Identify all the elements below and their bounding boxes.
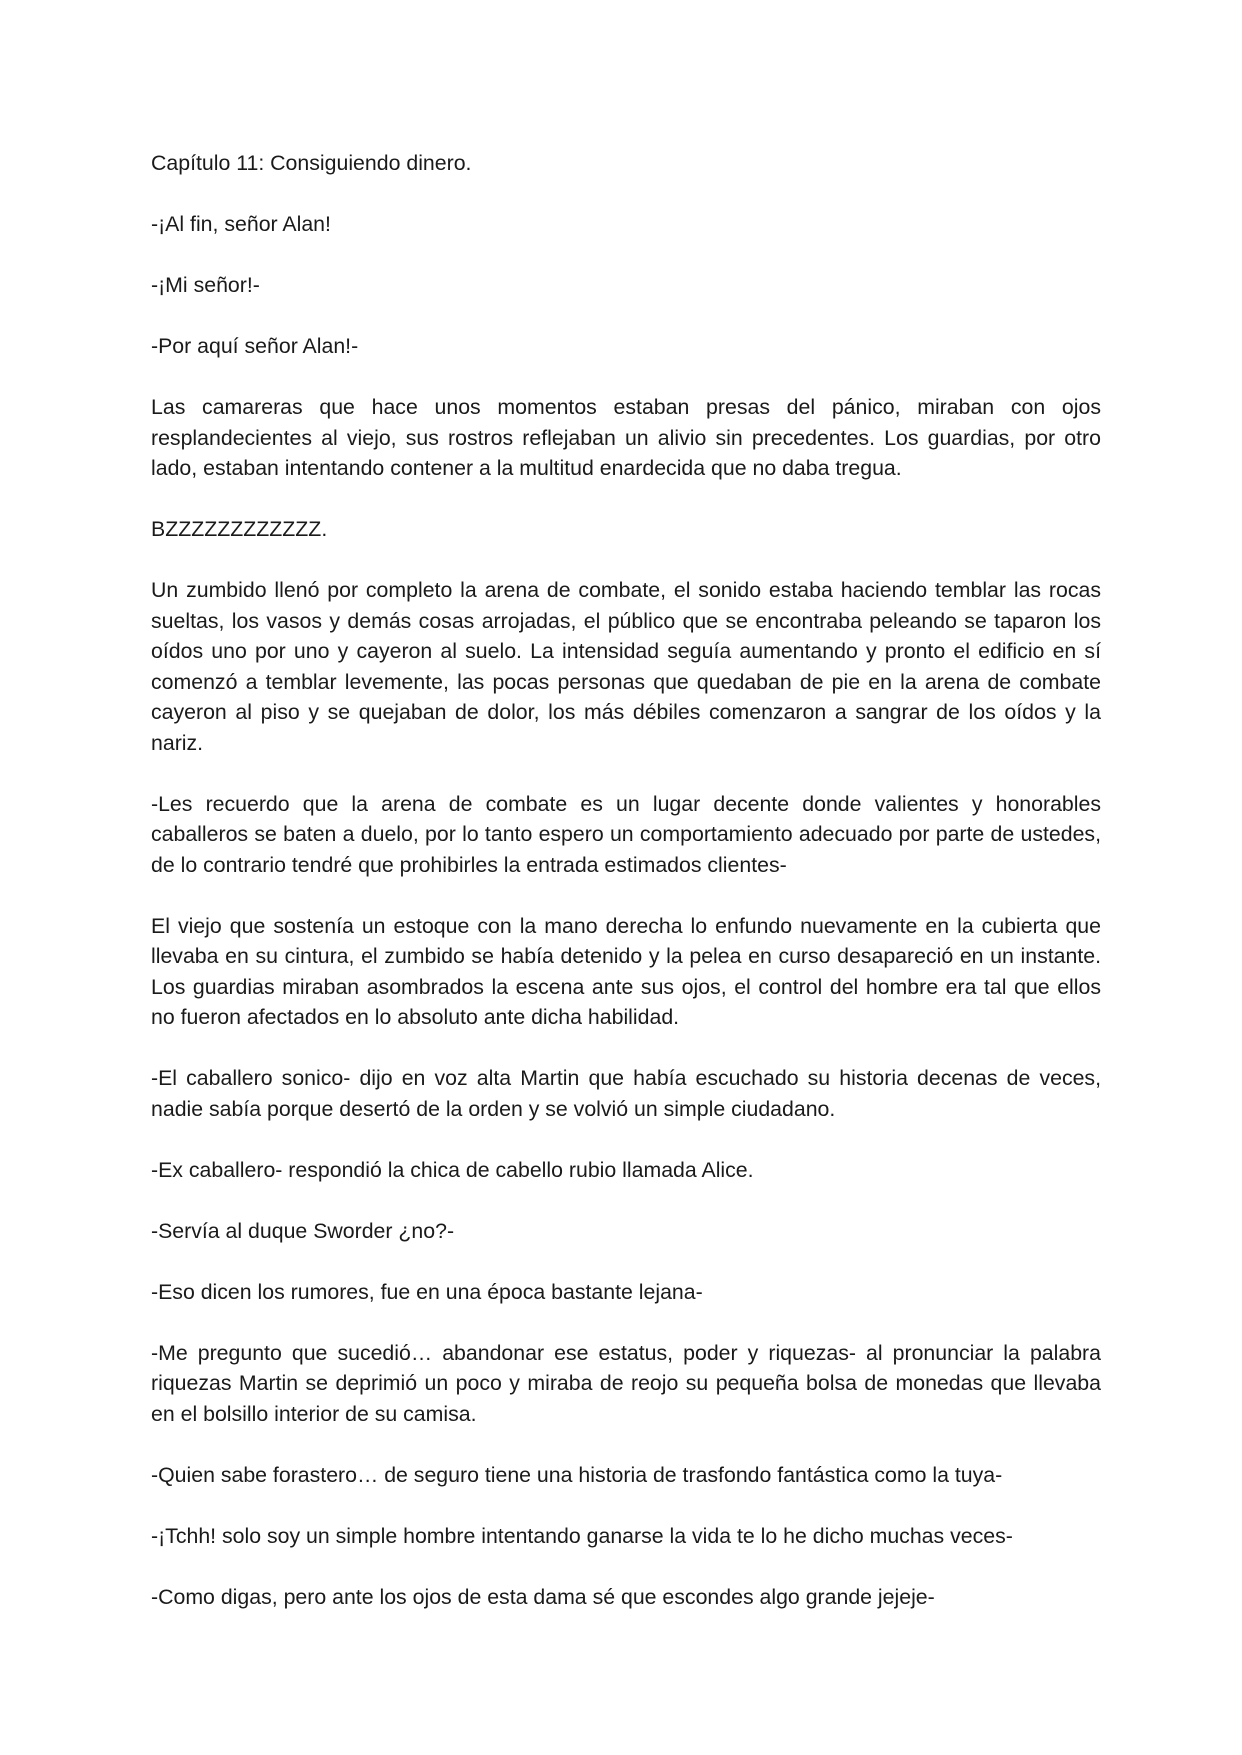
document-body [151,148,1101,1643]
paragraph: -¡Mi señor!- [151,273,260,297]
paragraph: -Eso dicen los rumores, fue en una época bastante lejana- [151,1279,703,1304]
paragraph: -Como digas, pero ante los ojos de esta dama sé que escondes algo grande jejeje- [151,1584,935,1609]
paragraph: -Por aquí señor Alan!- [151,334,359,358]
paragraph: El viejo que sostenía un estoque con la mano derecha lo enfundo nuevamente en la cubierta que llevaba en su cintura, el zumbido se había detenido y la pelea en curso desapareció en un instante. Los guardias miraban asombrados la escena ante sus ojos, el control del hombre era tal que ellos no fueron afectados en lo absoluto ante dicha habilidad. [151,913,1101,1029]
paragraph: -El caballero sonico- dijo en voz alta Martin que había escuchado su historia decenas de veces, nadie sabía porque desertó de la orden y se volvió un simple ciudadano. [151,1066,1101,1121]
paragraph: -Quien sabe forastero… de seguro tiene una historia de trasfondo fantástica como la tuya- [151,1462,1003,1487]
paragraph: -Servía al duque Sworder ¿no?- [151,1218,455,1243]
chapter-title: Capítulo 11: Consiguiendo dinero. [151,151,472,175]
paragraph: -¡Tchh! solo soy un simple hombre intentando ganarse la vida te lo he dicho muchas veces- [151,1523,1013,1548]
paragraph: Las camareras que hace unos momentos estaban presas del pánico, miraban con ojos resplandecientes al viejo, sus rostros reflejaban un alivio sin precedentes. Los guardias, por otro lado, estaban intentando contener a la multitud enardecida que no daba tregua. [151,395,1101,480]
paragraph: BZZZZZZZZZZZZ. [151,517,328,541]
paragraph: Un zumbido llenó por completo la arena de combate, el sonido estaba haciendo temblar las rocas sueltas, los vasos y demás cosas arrojadas, el público que se encontraba peleando se taparon los oídos uno por uno y cayeron al suelo. La intensidad seguía aumentando y pronto el edificio en sí comenzó a temblar levemente, las pocas personas que quedaban de pie en la arena de combate cayeron al piso y se quejaban de dolor, los más débiles comenzaron a sangrar de los oídos y la nariz. [151,578,1101,755]
paragraph: -Ex caballero- respondió la chica de cabello rubio llamada Alice. [151,1157,754,1182]
paragraph: -¡Al fin, señor Alan! [151,212,331,236]
paragraph: -Les recuerdo que la arena de combate es un lugar decente donde valientes y honorables caballeros se baten a duelo, por lo tanto espero un comportamiento adecuado por parte de ustedes, de lo contrario tendré que prohibirles la entrada estimados clientes- [151,791,1101,877]
paragraph: -Me pregunto que sucedió… abandonar ese estatus, poder y riquezas- al pronunciar la palabra riquezas Martin se deprimió un poco y miraba de reojo su pequeña bolsa de monedas que llevaba en el bolsillo interior de su camisa. [151,1340,1101,1426]
